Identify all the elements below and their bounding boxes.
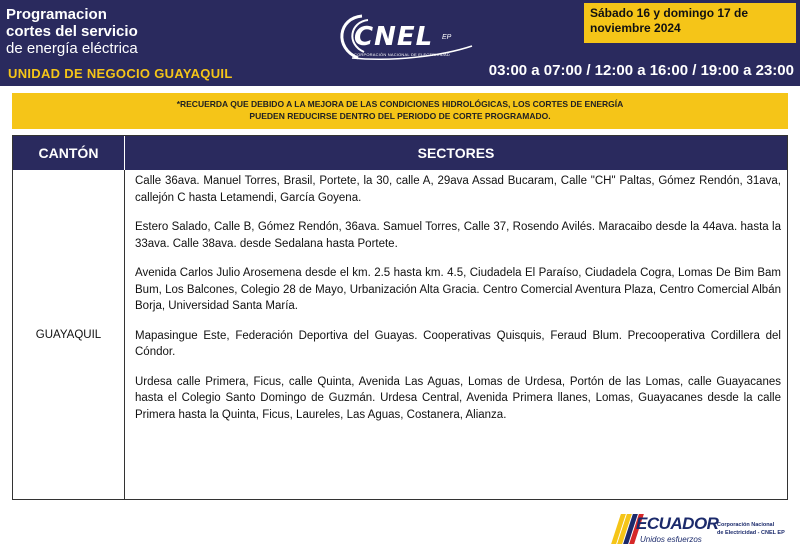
corp-line-2: de Electricidad - CNEL EP <box>717 530 785 536</box>
notice-line-2: PUEDEN REDUCIRSE DENTRO DEL PERIODO DE CORTE PROGRAMADO. <box>249 111 551 121</box>
canton-cell: GUAYAQUIL <box>13 170 125 499</box>
title-line-2: cortes del servicio <box>6 23 138 40</box>
title-line-1: Programacion <box>6 6 107 23</box>
sector-item: Estero Salado, Calle B, Gómez Rendón, 36ava. Samuel Torres, Calle 37, Rosendo Avilés. Maracaibo desde la 44ava. hasta la 33ava. Calle 38ava. desde Sedalana hasta Portete. <box>135 221 781 250</box>
header-sectors: SECTORES <box>417 145 495 161</box>
schedule-hours: 03:00 a 07:00 / 12:00 a 16:00 / 19:00 a 23:00 <box>488 62 794 79</box>
sector-item: Mapasingue Este, Federación Deportiva del Guayas. Cooperativas Quisquis, Feraud Blum. Precooperativa Cordillera del Cóndor. <box>135 329 781 358</box>
sectors-cell <box>125 170 787 499</box>
title-line-3: de energía eléctrica <box>6 40 138 57</box>
notice-line-1: *RECUERDA QUE DEBIDO A LA MEJORA DE LAS CONDICIONES HIDROLÓGICAS, LOS CORTES DE ENERGÍA <box>176 99 624 109</box>
date-box <box>584 3 796 43</box>
table-row <box>13 170 787 499</box>
logo-subtitle: CORPORACIÓN NACIONAL DE ELECTRICIDAD <box>354 52 450 57</box>
ecuador-brand: ECUADOR <box>636 514 719 533</box>
logo-ep: EP <box>442 34 452 41</box>
outage-table <box>12 135 788 500</box>
table-header <box>13 136 787 170</box>
cnel-logo-icon <box>332 12 482 64</box>
ecuador-slogan: Unidos esfuerzos <box>640 535 702 544</box>
date-line-1: Sábado 16 y domingo 17 de <box>590 6 749 20</box>
business-unit: UNIDAD DE NEGOCIO GUAYAQUIL <box>8 66 233 81</box>
title-block <box>6 6 138 58</box>
logo-text: CNEL <box>354 22 434 52</box>
ecuador-logo <box>612 514 792 546</box>
date-line-2: noviembre 2024 <box>590 21 681 35</box>
header-banner <box>0 0 800 86</box>
sector-item: Calle 36ava. Manuel Torres, Brasil, Portete, la 30, calle A, 29ava Assad Bucaram, Calle "CH" Paltas, Gómez Rendón, 31ava, callejón C hasta Letamendi, García Goyena. <box>135 175 781 204</box>
corporation-name <box>717 521 785 537</box>
notice-banner <box>12 93 788 129</box>
header-canton: CANTÓN <box>13 136 125 170</box>
corp-line-1: Corporación Nacional <box>717 522 775 528</box>
sector-item: Avenida Carlos Julio Arosemena desde el km. 2.5 hasta km. 4.5, Ciudadela El Paraíso, Ciudadela Cogra, Lomas De Bim Bam Bum, Los Balcones, Colegio 28 de Mayo, Urbanización Alta Gracia. Centro Comercial Aventura Plaza, Centro Comercial Albán Borja, Universidad Santa María. <box>135 267 781 312</box>
sector-item: Urdesa calle Primera, Ficus, calle Quinta, Avenida Las Aguas, Lomas de Urdesa, Portón de las Lomas, calle Guayacanes hasta el Colegio Santo Domingo de Guzmán. Urdesa Central, Avenida Primera llanes, Lomas, Guayacanes desde la calle Primera hasta la Quinta, Ficus, Laureles, Las Aguas, Costanera, Alianza. <box>135 375 781 421</box>
